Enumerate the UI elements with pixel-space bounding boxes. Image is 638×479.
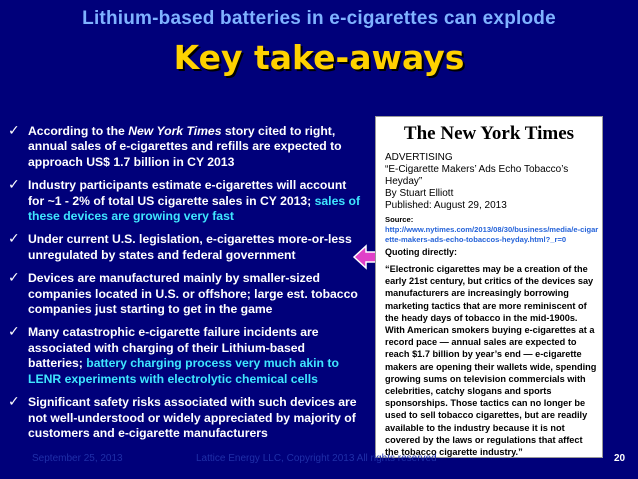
checkmark-icon: ✓	[8, 231, 20, 248]
list-item: ✓ According to the New York Times story cited to right, annual sales of e-cigarettes and refills are expected to approach US$ 1.7 billion in CY 2013	[8, 123, 342, 169]
checkmark-icon: ✓	[8, 270, 20, 287]
slide-title: Lithium-based batteries in e-cigarettes can explode	[82, 8, 556, 29]
list-item: ✓ Devices are manufactured mainly by smaller-sized companies located in U.S. or offshore; large est. tobacco companies just starting to get in the game	[8, 270, 358, 317]
footer-date: September 25, 2013	[32, 453, 123, 464]
source-citation: Source: http://www.nytimes.com/2013/08/30/business/media/e-cigarette-makers-ads-echo-tobaccos-heyday.html?_r=0	[385, 215, 599, 244]
article-quote: “Electronic cigarettes may be a creation of the early 21st century, but critics of the devices say manufacturers are increasingly borrowing marketing tactics that are more reminiscent of the heady days of tobacco in the mid-1900s. With American smokers buying e-cigarettes at a record pace — annual sales are expected to reach $1.7 billion by year’s end — e-cigarette makers are opening their wallets wide, spending growing sums on television commercials with celebrities, catchy slogans and sports sponsorships. Those tactics can no longer be used to sell tobacco cigarettes, but are readily available to the industry because it is not covered by the laws or regulations that affect the tobacco cigarette industry.”	[385, 264, 597, 458]
checkmark-icon: ✓	[8, 394, 20, 411]
takeaway-list	[6, 124, 362, 449]
source-link[interactable]: http://www.nytimes.com/2013/08/30/business/media/e-cigarette-makers-ads-echo-tobaccos-heyday.html?_r=0	[385, 225, 599, 244]
article-info: ADVERTISING “E-Cigarette Makers’ Ads Echo Tobacco’s Heyday” By Stuart Elliott Published: August 29, 2013	[385, 152, 569, 211]
page-number: 20	[614, 453, 626, 464]
list-item: ✓ Industry participants estimate e-cigarettes will account for ~1 - 2% of total US cigarette sales in CY 2013; sales of these devices are growing very fast	[8, 177, 361, 224]
list-item: ✓ Many catastrophic e-cigarette failure incidents are associated with charging of their Lithium-based batteries; battery charging process very much akin to LENR experiments with electrolytic chemical cells	[8, 324, 339, 386]
list-item: ✓ Under current U.S. legislation, e-cigarettes more-or-less unregulated by states and federal government	[8, 231, 352, 262]
checkmark-icon: ✓	[8, 177, 20, 194]
key-takeaways-heading: Key take-aways	[173, 38, 465, 77]
list-item: ✓ Significant safety risks associated with such devices are not well-understood or widely appreciated by majority of customers and e-cigarette manufacturers	[8, 394, 357, 440]
quoting-label: Quoting directly:	[385, 247, 457, 257]
nyt-masthead: The New York Times	[403, 123, 575, 144]
footer-copyright: Lattice Energy LLC, Copyright 2013 All rights reserved	[196, 453, 437, 464]
checkmark-icon: ✓	[8, 123, 20, 139]
checkmark-icon: ✓	[8, 324, 20, 341]
nyt-article-box	[375, 116, 603, 458]
